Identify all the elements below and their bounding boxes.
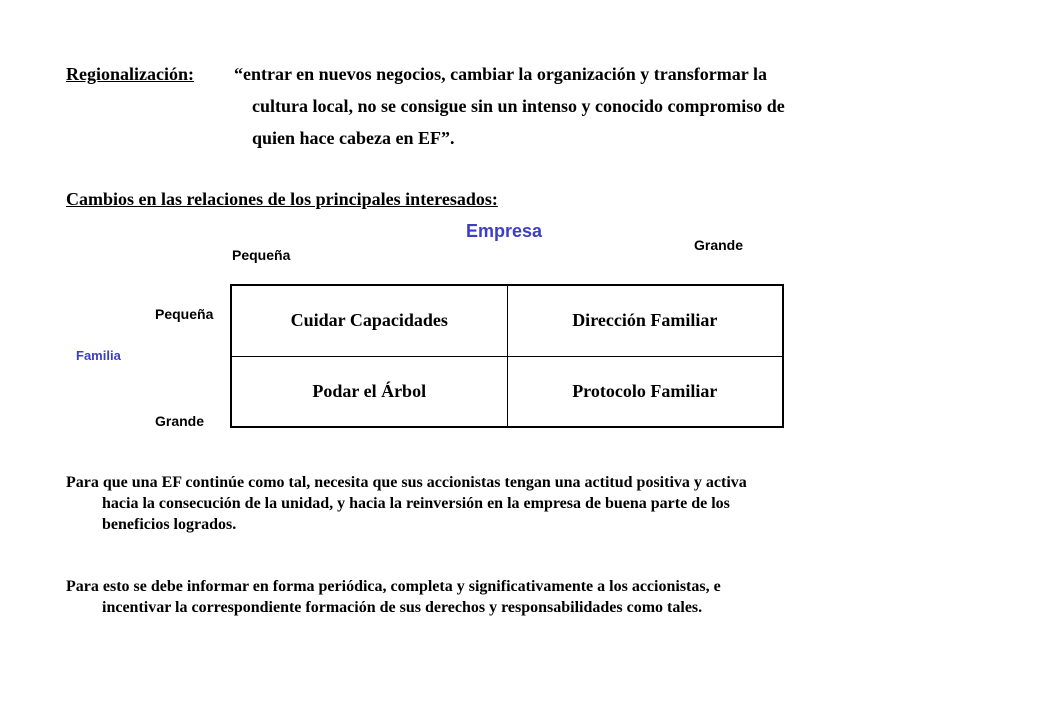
paragraph-2 xyxy=(66,576,721,618)
paragraph-2-line-1: Para esto se debe informar en forma periódica, completa y significativamente a los accionistas, e xyxy=(66,578,721,595)
quote-line-1: “entrar en nuevos negocios, cambiar la organización y transformar la xyxy=(234,64,767,84)
empresa-familia-matrix xyxy=(230,284,784,428)
quote-line-2: cultura local, no se consigue sin un intenso y conocido compromiso de xyxy=(252,96,785,116)
familia-title: Familia xyxy=(76,348,121,363)
row-label-small: Pequeña xyxy=(155,306,214,322)
row-label-large: Grande xyxy=(155,413,205,429)
col-label-large: Grande xyxy=(694,237,744,253)
regionalizacion-label: Regionalización: xyxy=(66,64,194,84)
cell-direccion-familiar: Dirección Familiar xyxy=(507,285,783,356)
paragraph-1-line-2: hacia la consecución de la unidad, y hacia la reinversión en la empresa de buena parte de los xyxy=(102,495,730,512)
paragraph-1-line-1: Para que una EF continúe como tal, necesita que sus accionistas tengan una actitud positiva y activa xyxy=(66,474,747,491)
paragraph-1-line-3: beneficios logrados. xyxy=(102,516,237,533)
cell-podar-arbol: Podar el Árbol xyxy=(231,356,507,427)
cell-protocolo-familiar: Protocolo Familiar xyxy=(507,356,783,427)
paragraph-2-line-2: incentivar la correspondiente formación de sus derechos y responsabilidades como tales. xyxy=(102,599,703,616)
empresa-title: Empresa xyxy=(466,221,543,241)
col-label-small: Pequeña xyxy=(232,247,291,263)
quote-line-3: quien hace cabeza en EF”. xyxy=(252,128,455,148)
cambios-heading: Cambios en las relaciones de los principales interesados: xyxy=(66,189,498,209)
cell-cuidar-capacidades: Cuidar Capacidades xyxy=(231,285,507,356)
paragraph-1 xyxy=(66,472,747,535)
